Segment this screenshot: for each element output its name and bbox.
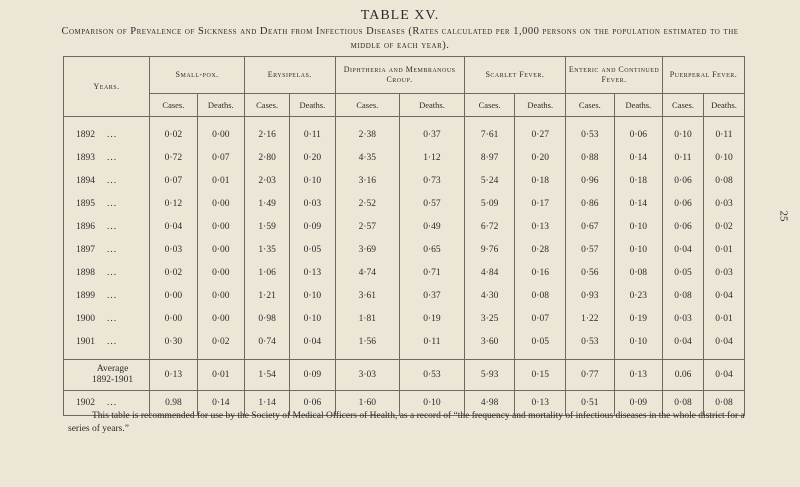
rate-cell: 0·72 bbox=[150, 146, 197, 169]
year-cell bbox=[64, 192, 150, 215]
leader-dots: ... bbox=[107, 129, 118, 140]
leader-dots: ... bbox=[107, 398, 118, 408]
sub-header-deaths: Deaths. bbox=[197, 94, 244, 117]
table-title: TABLE XV. bbox=[360, 8, 440, 23]
rate-cell: 0·14 bbox=[197, 391, 244, 416]
sub-header-cases: Cases. bbox=[245, 94, 290, 117]
rate-cell: 0·10 bbox=[614, 238, 662, 261]
rate-cell: 0·37 bbox=[400, 117, 465, 147]
rate-cell: 2·52 bbox=[335, 192, 400, 215]
rate-cell: 0·03 bbox=[663, 307, 704, 330]
rate-cell: 1·14 bbox=[245, 391, 290, 416]
average-rate-cell: 5·93 bbox=[464, 360, 515, 391]
leader-dots: ... bbox=[107, 244, 118, 255]
average-rate-cell: 0·53 bbox=[400, 360, 465, 391]
rate-cell: 0·06 bbox=[663, 169, 704, 192]
year-label: 1900 bbox=[76, 313, 95, 324]
rate-cell: 0·88 bbox=[566, 146, 614, 169]
summary-rows bbox=[64, 360, 745, 416]
table-row bbox=[64, 238, 745, 261]
rate-cell: 0·00 bbox=[150, 284, 197, 307]
rate-cell: 0·03 bbox=[150, 238, 197, 261]
year-label: 1896 bbox=[76, 221, 95, 232]
rate-cell: 3·60 bbox=[464, 330, 515, 360]
average-rate-cell: 0·09 bbox=[290, 360, 335, 391]
rate-cell: 9·76 bbox=[464, 238, 515, 261]
year-cell bbox=[64, 117, 150, 147]
average-rate-cell: 0·13 bbox=[614, 360, 662, 391]
sub-header-deaths: Deaths. bbox=[290, 94, 335, 117]
rate-cell: 4·30 bbox=[464, 284, 515, 307]
table-row bbox=[64, 330, 745, 360]
rate-cell: 0·10 bbox=[400, 391, 465, 416]
rate-cell: 0·07 bbox=[150, 169, 197, 192]
table-row bbox=[64, 215, 745, 238]
years-header: Years. bbox=[64, 57, 150, 117]
rate-cell: 3·69 bbox=[335, 238, 400, 261]
rate-cell: 0·53 bbox=[566, 117, 614, 147]
rate-cell: 2·16 bbox=[245, 117, 290, 147]
leader-dots: ... bbox=[107, 175, 118, 186]
rate-cell: 0·07 bbox=[515, 307, 566, 330]
rate-cell: 0·01 bbox=[703, 307, 744, 330]
average-rate-cell: 3·03 bbox=[335, 360, 400, 391]
rate-cell: 0·06 bbox=[663, 215, 704, 238]
rate-cell: 0·00 bbox=[197, 261, 244, 284]
year-label: 1897 bbox=[76, 244, 95, 255]
rate-cell: 0·37 bbox=[400, 284, 465, 307]
rate-cell: 0·08 bbox=[614, 261, 662, 284]
rate-cell: 0·08 bbox=[703, 391, 744, 416]
rate-cell: 0·00 bbox=[197, 238, 244, 261]
rate-cell: 0·04 bbox=[703, 330, 744, 360]
rate-cell: 0·05 bbox=[290, 238, 335, 261]
rate-cell: 0·05 bbox=[515, 330, 566, 360]
average-rate-cell: 1·54 bbox=[245, 360, 290, 391]
sub-header-row bbox=[64, 94, 745, 117]
rate-cell: 0·19 bbox=[400, 307, 465, 330]
rate-cell: 0·07 bbox=[197, 146, 244, 169]
rate-cell: 0·04 bbox=[150, 215, 197, 238]
rate-cell: 7·61 bbox=[464, 117, 515, 147]
year-label: 1902 bbox=[76, 398, 95, 408]
rate-cell: 0·23 bbox=[614, 284, 662, 307]
sub-header-cases: Cases. bbox=[150, 94, 197, 117]
rate-cell: 0·11 bbox=[400, 330, 465, 360]
rate-cell: 4·74 bbox=[335, 261, 400, 284]
rate-cell: 0·06 bbox=[663, 192, 704, 215]
sub-header-deaths: Deaths. bbox=[614, 94, 662, 117]
disease-rates-table bbox=[63, 56, 745, 416]
rate-cell: 0·67 bbox=[566, 215, 614, 238]
rate-cell: 0·11 bbox=[663, 146, 704, 169]
rate-cell: 0·71 bbox=[400, 261, 465, 284]
rate-cell: 0·09 bbox=[614, 391, 662, 416]
rate-cell: 0·00 bbox=[197, 307, 244, 330]
average-rate-cell: 0·77 bbox=[566, 360, 614, 391]
footnote: This table is recommended for use by the Society of Medical Officers of Health, as a record of “the frequency and mortality of infectious diseases in the whole district for a series of years.” bbox=[68, 411, 745, 434]
rate-cell: 0·02 bbox=[150, 261, 197, 284]
rate-cell: 2·57 bbox=[335, 215, 400, 238]
rate-cell: 0·06 bbox=[614, 117, 662, 147]
rate-cell: 0·08 bbox=[663, 284, 704, 307]
year-cell bbox=[64, 261, 150, 284]
leader-dots: ... bbox=[107, 221, 118, 232]
leader-dots: ... bbox=[107, 152, 118, 163]
rate-cell: 0·10 bbox=[290, 307, 335, 330]
rate-cell: 0·56 bbox=[566, 261, 614, 284]
rate-cell: 1·22 bbox=[566, 307, 614, 330]
group-header-puerperal-fever: Puerperal Fever. bbox=[663, 57, 745, 94]
rate-cell: 0·10 bbox=[290, 284, 335, 307]
rate-cell: 0·04 bbox=[663, 238, 704, 261]
rate-cell: 0·74 bbox=[245, 330, 290, 360]
table-row bbox=[64, 284, 745, 307]
rate-cell: 0·93 bbox=[566, 284, 614, 307]
rate-cell: 0·04 bbox=[290, 330, 335, 360]
rate-cell: 0·08 bbox=[663, 391, 704, 416]
table-row bbox=[64, 146, 745, 169]
year-label: 1892 bbox=[76, 129, 95, 140]
table-row bbox=[64, 169, 745, 192]
rate-cell: 1·21 bbox=[245, 284, 290, 307]
average-rate-cell: 0·01 bbox=[197, 360, 244, 391]
rate-cell: 0·18 bbox=[614, 169, 662, 192]
rate-cell: 3·16 bbox=[335, 169, 400, 192]
rate-cell: 0·11 bbox=[290, 117, 335, 147]
table-row bbox=[64, 261, 745, 284]
rate-cell: 0·00 bbox=[150, 307, 197, 330]
sub-header-deaths: Deaths. bbox=[400, 94, 465, 117]
rate-cell: 0.98 bbox=[150, 391, 197, 416]
rate-cell: 0·12 bbox=[150, 192, 197, 215]
rate-cell: 0·65 bbox=[400, 238, 465, 261]
year-label: 1899 bbox=[76, 290, 95, 301]
group-header-enteric-fever: Enteric and Continued Fever. bbox=[566, 57, 663, 94]
rate-cell: 0·16 bbox=[515, 261, 566, 284]
rate-cell: 3·25 bbox=[464, 307, 515, 330]
year-cell bbox=[64, 238, 150, 261]
sub-header-cases: Cases. bbox=[335, 94, 400, 117]
rate-cell: 0·14 bbox=[614, 146, 662, 169]
rate-cell: 0·14 bbox=[614, 192, 662, 215]
leader-dots: ... bbox=[107, 267, 118, 278]
rate-cell: 0·10 bbox=[663, 117, 704, 147]
year-label: 1895 bbox=[76, 198, 95, 209]
rate-cell: 2·03 bbox=[245, 169, 290, 192]
leader-dots: ... bbox=[107, 336, 118, 347]
rate-cell: 0·57 bbox=[400, 192, 465, 215]
rate-cell: 1·60 bbox=[335, 391, 400, 416]
rate-cell: 0·01 bbox=[703, 238, 744, 261]
sub-header-deaths: Deaths. bbox=[515, 94, 566, 117]
group-header-scarlet-fever: Scarlet Fever. bbox=[464, 57, 565, 94]
year-cell bbox=[64, 284, 150, 307]
rate-cell: 0·10 bbox=[614, 215, 662, 238]
rate-cell: 0·08 bbox=[515, 284, 566, 307]
rate-cell: 0·03 bbox=[703, 261, 744, 284]
rate-cell: 1·59 bbox=[245, 215, 290, 238]
average-rate-cell: 0·15 bbox=[515, 360, 566, 391]
rate-cell: 0·53 bbox=[566, 330, 614, 360]
rate-cell: 0·00 bbox=[197, 215, 244, 238]
average-label-line2: 1892-1901 bbox=[92, 375, 134, 385]
rate-cell: 1·81 bbox=[335, 307, 400, 330]
rate-cell: 0·57 bbox=[566, 238, 614, 261]
rate-cell: 4·84 bbox=[464, 261, 515, 284]
rate-cell: 0·03 bbox=[290, 192, 335, 215]
rate-cell: 0·86 bbox=[566, 192, 614, 215]
rate-cell: 2·80 bbox=[245, 146, 290, 169]
rate-cell: 6·72 bbox=[464, 215, 515, 238]
group-header-erysipelas: Erysipelas. bbox=[245, 57, 336, 94]
year-label: 1894 bbox=[76, 175, 95, 186]
table-header bbox=[64, 57, 745, 117]
rate-cell: 0·08 bbox=[703, 169, 744, 192]
sub-header-cases: Cases. bbox=[663, 94, 704, 117]
group-header-smallpox: Small-pox. bbox=[150, 57, 245, 94]
rate-cell: 0·18 bbox=[515, 169, 566, 192]
rate-cell: 1·06 bbox=[245, 261, 290, 284]
average-rate-cell: 0·13 bbox=[150, 360, 197, 391]
leader-dots: ... bbox=[107, 198, 118, 209]
rate-cell: 0·04 bbox=[703, 284, 744, 307]
group-header-diphtheria: Diphtheria and Membranous Croup. bbox=[335, 57, 464, 94]
average-label bbox=[64, 360, 150, 391]
year-label: 1898 bbox=[76, 267, 95, 278]
year-label: 1893 bbox=[76, 152, 95, 163]
rate-cell: 0·02 bbox=[150, 117, 197, 147]
rate-cell: 0·27 bbox=[515, 117, 566, 147]
rate-cell: 0·00 bbox=[197, 192, 244, 215]
rate-cell: 0·05 bbox=[663, 261, 704, 284]
sub-header-cases: Cases. bbox=[566, 94, 614, 117]
rate-cell: 0·10 bbox=[703, 146, 744, 169]
rate-cell: 0·13 bbox=[290, 261, 335, 284]
rate-cell: 0·00 bbox=[197, 117, 244, 147]
rate-cell: 4·98 bbox=[464, 391, 515, 416]
rate-cell: 0·10 bbox=[614, 330, 662, 360]
rate-cell: 0·09 bbox=[290, 215, 335, 238]
rate-cell: 0·10 bbox=[290, 169, 335, 192]
table-subtitle: Comparison of Prevalence of Sickness and Death from Infectious Diseases (Rates calculated per 1,000 persons on the population estimated to the middle of each year). bbox=[61, 26, 739, 51]
rate-cell: 5·09 bbox=[464, 192, 515, 215]
rate-cell: 1·35 bbox=[245, 238, 290, 261]
rate-cell: 0·02 bbox=[197, 330, 244, 360]
leader-dots: ... bbox=[107, 313, 118, 324]
average-label-line1: Average bbox=[96, 364, 129, 374]
sub-header-deaths: Deaths. bbox=[703, 94, 744, 117]
year-cell bbox=[64, 215, 150, 238]
rate-cell: 0·28 bbox=[515, 238, 566, 261]
rate-cell: 0·01 bbox=[197, 169, 244, 192]
year-rows bbox=[64, 117, 745, 360]
rate-cell: 0·04 bbox=[663, 330, 704, 360]
year-cell bbox=[64, 330, 150, 360]
rate-cell: 0·03 bbox=[703, 192, 744, 215]
rate-cell: 0·17 bbox=[515, 192, 566, 215]
rate-cell: 0·20 bbox=[515, 146, 566, 169]
sub-header-cases: Cases. bbox=[464, 94, 515, 117]
rate-cell: 0·51 bbox=[566, 391, 614, 416]
leader-dots: ... bbox=[107, 290, 118, 301]
year-cell bbox=[64, 169, 150, 192]
rate-cell: 2·38 bbox=[335, 117, 400, 147]
rate-cell: 0·02 bbox=[703, 215, 744, 238]
rate-cell: 4·35 bbox=[335, 146, 400, 169]
rate-cell: 1·12 bbox=[400, 146, 465, 169]
rate-cell: 0·11 bbox=[703, 117, 744, 147]
rate-cell: 1·49 bbox=[245, 192, 290, 215]
rate-cell: 8·97 bbox=[464, 146, 515, 169]
average-rate-cell: 0.06 bbox=[663, 360, 704, 391]
average-row bbox=[64, 360, 745, 391]
page-number: 25 bbox=[777, 210, 790, 222]
rate-cell: 0·98 bbox=[245, 307, 290, 330]
rate-cell: 0·13 bbox=[515, 391, 566, 416]
rate-cell: 0·49 bbox=[400, 215, 465, 238]
rate-cell: 3·61 bbox=[335, 284, 400, 307]
year-cell bbox=[64, 307, 150, 330]
table-row bbox=[64, 117, 745, 147]
rate-cell: 0·20 bbox=[290, 146, 335, 169]
rate-cell: 1·56 bbox=[335, 330, 400, 360]
rate-cell: 0·06 bbox=[290, 391, 335, 416]
rate-cell: 0·00 bbox=[197, 284, 244, 307]
rate-cell: 0·73 bbox=[400, 169, 465, 192]
average-rate-cell: 0·04 bbox=[703, 360, 744, 391]
year-label: 1901 bbox=[76, 336, 95, 347]
rate-cell: 0·30 bbox=[150, 330, 197, 360]
group-header-row bbox=[64, 57, 745, 94]
table-row bbox=[64, 307, 745, 330]
year-cell bbox=[64, 146, 150, 169]
table-row bbox=[64, 192, 745, 215]
rate-cell: 0·96 bbox=[566, 169, 614, 192]
rate-cell: 5·24 bbox=[464, 169, 515, 192]
rate-cell: 0·13 bbox=[515, 215, 566, 238]
rate-cell: 0·19 bbox=[614, 307, 662, 330]
